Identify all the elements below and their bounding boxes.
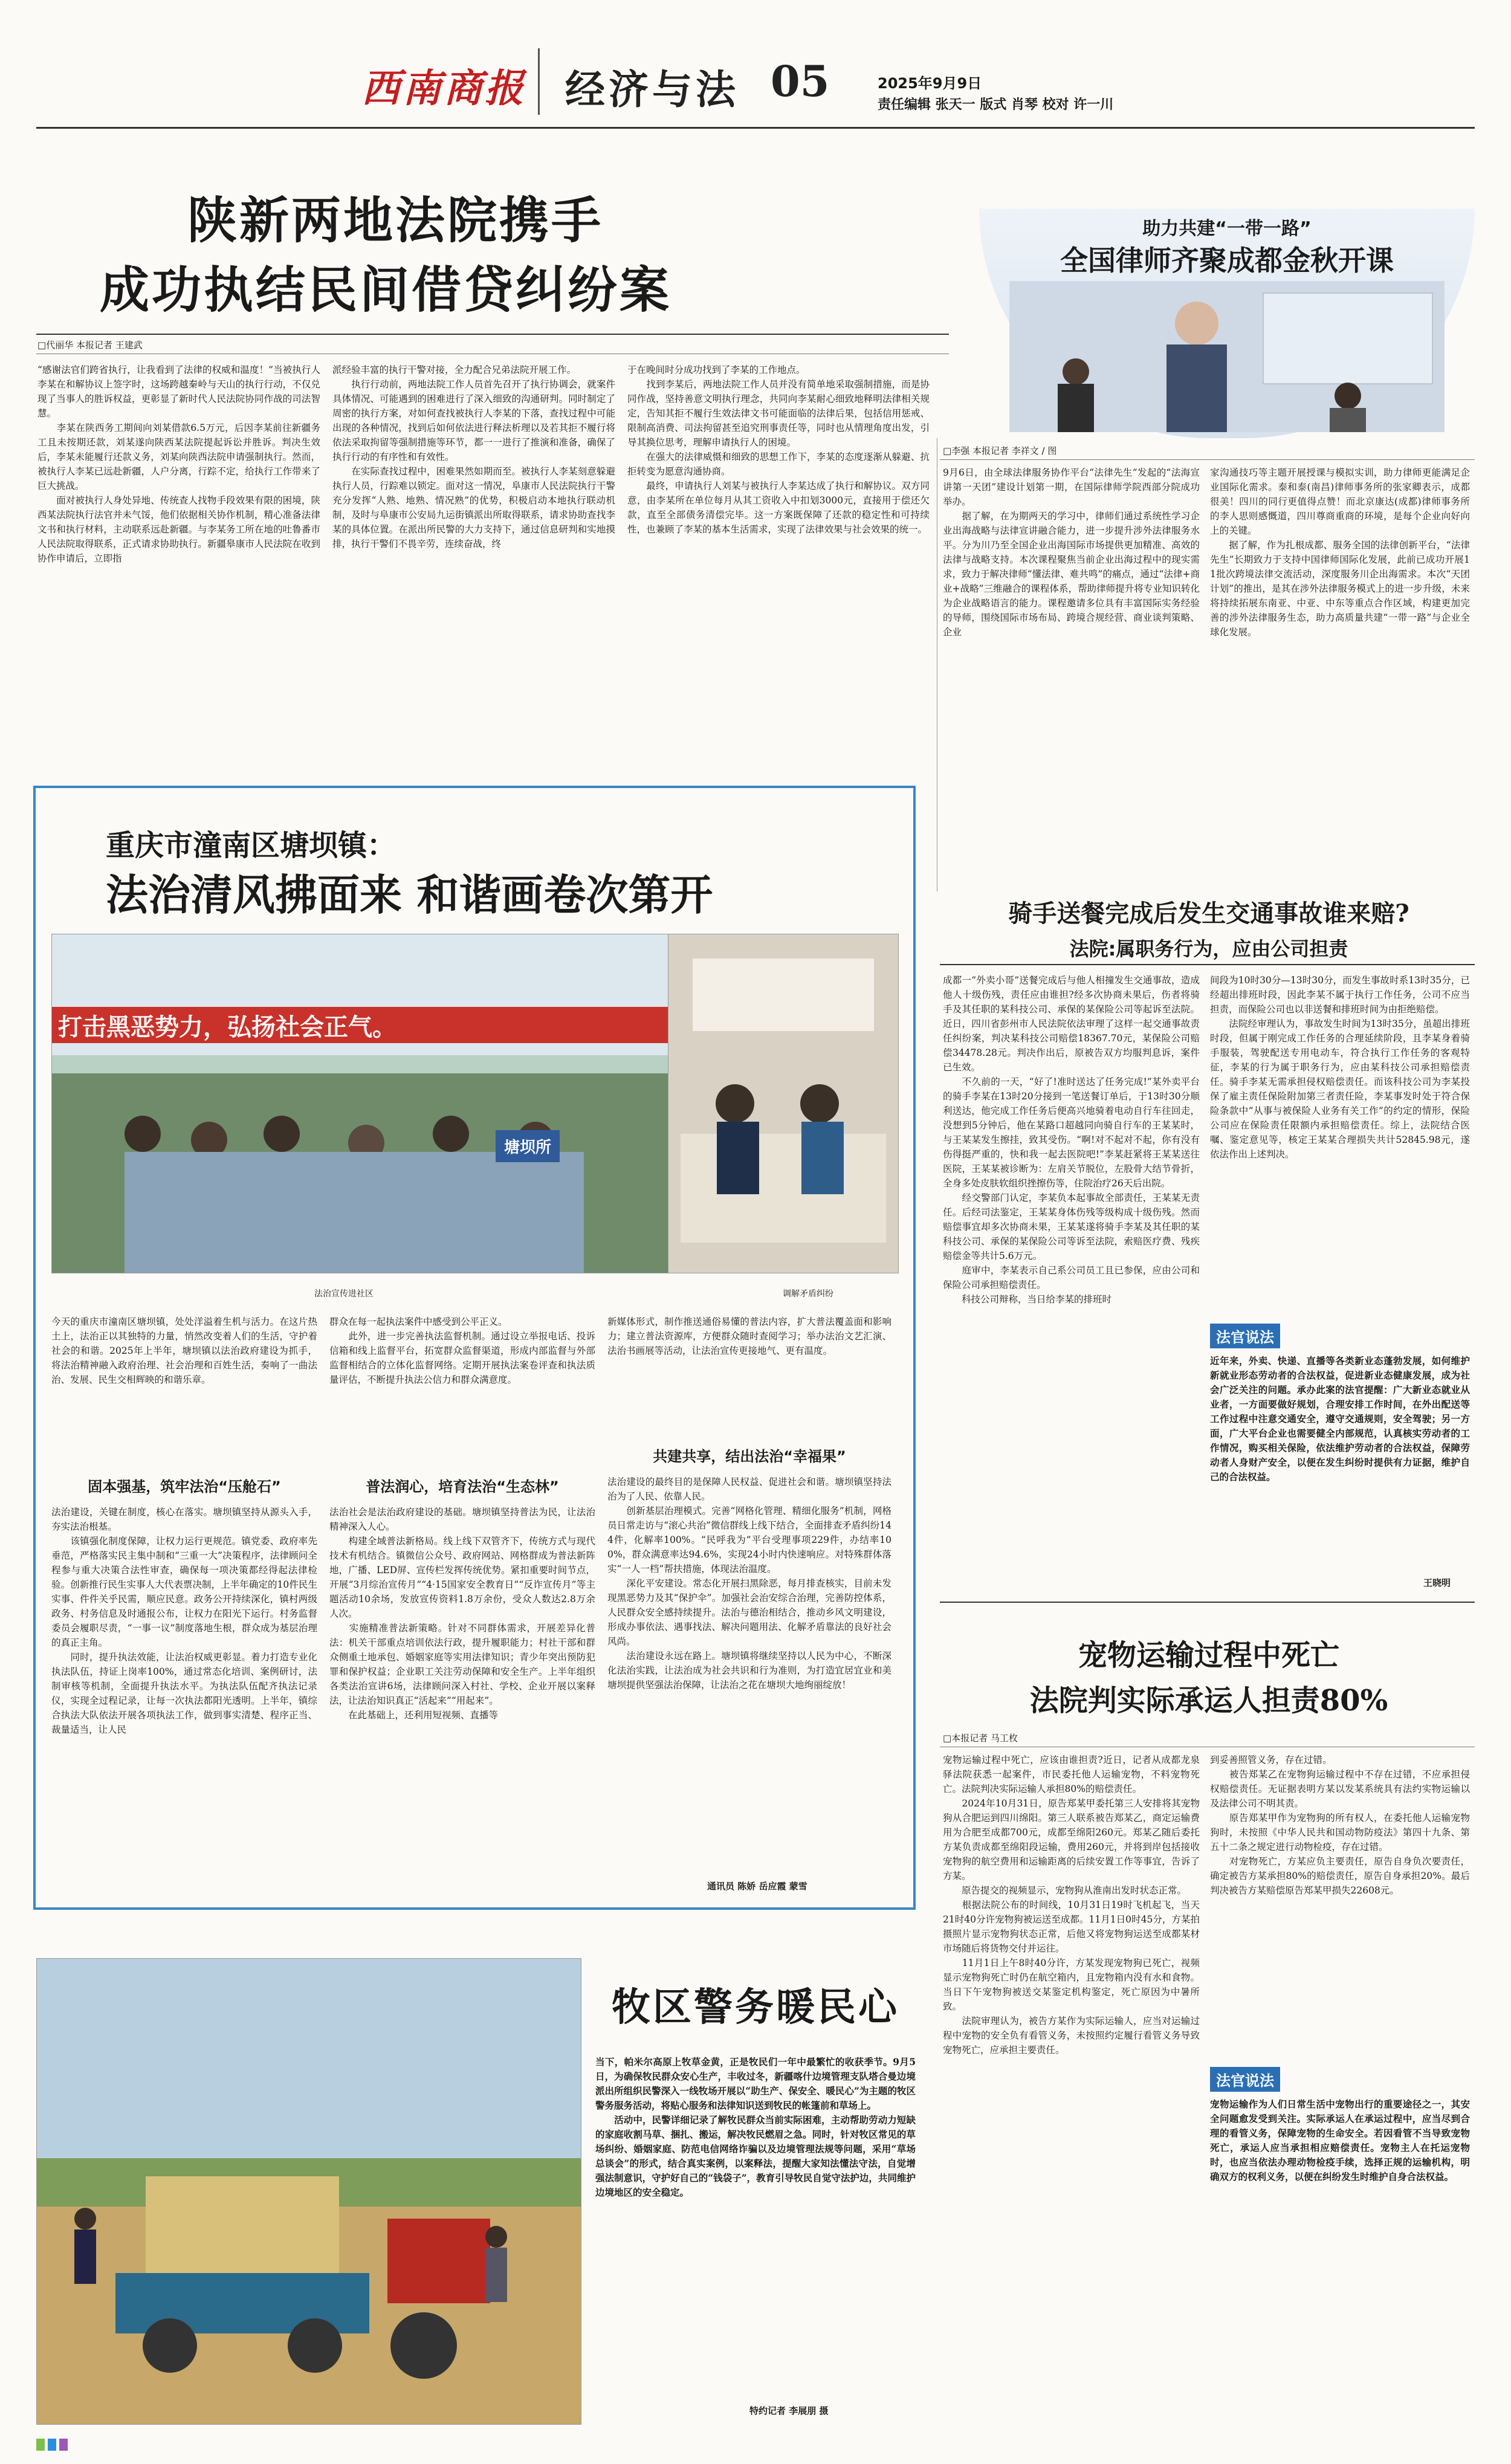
art3-credit: 通讯员 陈娇 岳应霞 蒙雪 — [707, 1881, 807, 1892]
art3-subhead-2: 普法润心，培育法治“生态林” — [366, 1478, 559, 1495]
logo: 西南商报 — [361, 66, 526, 111]
art3-sign: 塘坝所 — [496, 1130, 560, 1162]
art1-byline: □代丽华 本报记者 王建武 — [37, 340, 143, 351]
art2-title: 全国律师齐聚成都金秋开课 — [1060, 244, 1394, 277]
art1-column-1: “感谢法官们跨省执行，让我看到了法律的权威和温度！”当被执行人李某在和解协议上签字时，这场跨越秦岭与天山的执行行动，不仅兑现了当事人的胜诉权益，更彰显了新时代人民法院协同作战的司法智慧。 李某在陕西务工期间向刘某借款6.5万元，后因李某前往新疆务工且未按期还款，刘某遂向陕西某法院提起诉讼并胜诉。判决生效后，李某未能履行还款义务，刘某向陕西法院申请强制执行。然而，被执行人李某已远赴新疆，人户分离，行踪不定，给执行工作带来了巨大挑战。 面对被执行人身处异地、传统查人找物手段效果有限的困境，陕西某法院执行法官并未气馁，他们依据相关协作机制，精心准备法律文书和执行材料，主动联系远赴新疆。与李某务工所在地的吐鲁番市人民法院取得联系，正式请求协助执行。新疆皋康市人民法院在收到协作申请后，立即指 — [37, 364, 320, 564]
art5-title-1: 宠物运输过程中死亡 — [1078, 1638, 1339, 1672]
art2-byline-rule — [940, 459, 1475, 460]
section-name: 经济与法 — [565, 66, 739, 113]
masthead — [0, 0, 1511, 139]
art3-photo-right — [668, 934, 899, 1273]
headline-art1-line1: 陕新两地法院携手 — [187, 192, 604, 250]
art2-column-2: 家沟通技巧等主题开展授课与模拟实训，助力律师更能满足企业国际化需求。泰和泰(南昌)律师事务所的张家卿表示，成都很美！四川的同行更值得点赞！而北京康达(成都)律师事务所的李人思则感慨道，四川尊商重商的环境，是每个企业向好向上的关键。 据了解，作为扎根成都、服务全国的法律创新平台，“法律先生”长期致力于支持中国律师国际化发展，此前已成功开展11批次跨境法律交流活动，深度服务川企出海需求。本次“天团计划”的推出，是其在涉外法律服务模式上的进一步升级，未来将持续拓展东南亚、中亚、中东等重点合作区域，构建更加完善的涉外法律服务生态，助力高质量共建“一带一路”与企业全球化发展。 — [1210, 467, 1470, 638]
art2-byline-text: 李强 本报记者 李祥文 / 图 — [951, 445, 1057, 456]
art4-column-1: 成都一“外卖小哥”送餐完成后与他人相撞发生交通事故，造成他人十级伤残，责任应由谁担?经多次协商未果后，伤者将骑手及其任职的某科技公司、承保的某保险公司等起诉至法院。近日，四川省彭州市人民法院依法审理了这样一起交通事故责任纠纷案，判决某科技公司赔偿18367.70元，某保险公司赔偿34478.28元。判决作出后，原被告双方均服判息诉，案件已生效。 不久前的一天，“好了!准时送达了任务完成!”某外卖平台的骑手李某在13时20分接到一笔送餐订单后，于13时30分顺利送达，他完成工作任务后便高兴地骑着电动自行车往回走，没想到5分钟后，他在某路口超越同向骑自行车的王某某时，与王某某发生擦挂，致其受伤。“啊!对不起对不起，你有没有伤得挺严重的，快和我一起去医院吧!”李某赶紧将王某某送往医院，王某某被诊断为：左肩关节脱位，左股骨大结节骨折，全身多处皮肤软组织挫擦伤等，住院治疗26天后出院。 经交警部门认定，李某负本起事故全部责任，王某某无责任。后经司法鉴定，王某某身体伤残等级构成十级伤残。然而赔偿事宜却多次协商未果，王某某遂将骑手李某及其任职的某科技公司、承保的某保险公司等诉至法院，索赔医疗费、残疾赔偿金等共计5.6万元。 庭审中，李某表示自己系公司员工且已参保，应由公司和保险公司承担赔偿责任。 科技公司辩称，当日给李某的排班时 — [943, 975, 1200, 1305]
art3-column-2-intro: 群众在每一起执法案件中感受到公平正义。 此外，进一步完善执法监督机制。通过设立举报电话、投诉信箱和线上监督平台，拓宽群众监督渠道，形成内部监督与外部监督相结合的立体化监督网络。定期开展执法案卷评查和执法质量评估，不断提升执法公信力和群众满意度。 — [329, 1316, 595, 1385]
art3-caption-left: 法治宣传进社区 — [314, 1289, 374, 1299]
art3-caption-right: 调解矛盾纠纷 — [783, 1289, 833, 1299]
art6-credit: 特约记者 李展朋 摄 — [749, 2405, 829, 2416]
art3-column-2-body: 法治社会是法治政府建设的基础。塘坝镇坚持普法为民，让法治精神深入人心。 构建全域普法新格局。线上线下双管齐下，传统方式与现代技术有机结合。镇微信公众号、政府网站、网格群成为普法新阵地，广播、LED屏、宣传栏发挥传统优势。紧扣重要时间节点，开展“3月综治宣传月”“4·15国家安全教育日”“反诈宣传月”等主题活动10余场，发放宣传资料1.8万余份，受众人数达2.8万余人次。 实施精准普法新策略。针对不同群体需求，开展差异化普法：机关干部重点培训依法行政，提升履职能力；村社干部和群众侧重土地承包、婚姻家庭等实用法律知识；青少年突出预防犯罪和保护权益；企业职工关注劳动保障和安全生产。上半年组织各类法治宣讲6场，法律顾问深入村社、学校、企业开展以案释法，让法治知识真正“活起来”“用起来”。 在此基础上，还利用短视频、直播等 — [329, 1507, 595, 1721]
art4-rule — [940, 964, 1475, 965]
art4-column-2: 间段为10时30分—13时30分，而发生事故时系13时35分，已经超出排班时段，因此李某不属于执行工作任务，公司不应当担责，而保险公司也以非送餐和排班时间为由拒绝赔偿。 法院经审理认为，事故发生时间为13时35分，虽超出排班时段，但属于刚完成工作任务的合理延续阶段，且李某身着骑手服装，驾驶配送专用电动车，符合执行工作任务的客观特征，李某的行为属于职务行为，应由某科技公司承担赔偿责任。骑手李某无需承担侵权赔偿责任。而该科技公司为李某投保了雇主责任保险附加第三者责任险，李某事发时处于符合保险条款中“从事与被保险人业务有关工作”的约定的情形，保险公司应在保险责任限额内承担赔偿责任。综上，法院结合医嘱、鉴定意见等，核定王某某合理损失共计52845.98元，遂依法作出上述判决。 — [1210, 975, 1470, 1160]
art4-title: 骑手送餐完成后发生交通事故谁来赔? — [1008, 899, 1409, 928]
art5-column-1: 宠物运输过程中死亡，应该由谁担责?近日，记者从成都龙泉驿法院获悉一起案件，市民委托他人运输宠物，不料宠物死亡。法院判决实际运输人承担80%的赔偿责任。 2024年10月31日，原告郑某甲委托第三人安排将其宠物狗从合肥运到四川绵阳。第三人联系被告郑某乙，商定运输费用为合肥至成都700元，成都至绵阳260元。郑某乙随后委托方某负责成都至绵阳段运输，费用260元，并将到岸包括接收宠物狗的航空费用和运输距离的后续安置工作等事宜，告诉了方某。 原告提交的视频显示，宠物狗从淮南出发时状态正常。 根据法院公布的时间线，10月31日19时飞机起飞，当天21时40分许宠物狗被运送至成都。11月1日0时45分，方某拍摄照片显示宠物狗状态正常，后他又将宠物狗运送至成都某材市场随后将货物交付并运往。 11月1日上午8时40分许，方某发现宠物狗已死亡，视频显示宠物狗死亡时仍在航空箱内，且宠物箱内没有水和食物。当日下午宠物狗被送交某鉴定机构鉴定，死亡原因为中暑所致。 法院审理认为，被告方某作为实际运输人，应当对运输过程中宠物的安全负有看管义务，未按照约定履行看管义务导致宠物死亡，应承担主要责任。 — [943, 1754, 1200, 2055]
art3-title: 法治清风拂面来 和谐画卷次第开 — [106, 870, 713, 920]
art3-kicker: 重庆市潼南区塘坝镇： — [106, 829, 396, 862]
art2-photo — [1009, 281, 1445, 432]
art2-photo-illustration — [1009, 281, 1445, 432]
art4-law-text: 近年来，外卖、快递、直播等各类新业态蓬勃发展，如何维护新就业形态劳动者的合法权益，促进新业态健康发展，成为社会广泛关注的问题。承办此案的法官提醒：广大新业态就业从业者，一方面要做好规划，合理安排工作时间，在外出配送等工作过程中注意交通安全，遵守交通规则，安全驾驶；另一方面，广大平台企业也需要健全内部规范，认真核实劳动者的工作情况，购买相关保险，依法维护劳动者的合法权益，保障劳动者人身财产安全，以便在发生纠纷时提供有力证据，维护自己的合法权益。 — [1210, 1355, 1470, 1483]
color-mark-green — [36, 2439, 45, 2451]
issue-date: 2025年9月9日 — [878, 75, 982, 92]
art1-top-rule — [36, 334, 949, 335]
art1-byline-text: 代丽华 本报记者 王建武 — [46, 340, 143, 351]
art3-column-1-body: 法治建设，关键在制度，核心在落实。塘坝镇坚持从源头入手，夯实法治根基。 该镇强化制度保障，让权力运行更规范。镇党委、政府率先垂范，严格落实民主集中制和“三重一大”决策程序，法律顾问全程参与重大决策合法性审查，确保每一项决策都经得起法律检验。创新推行民生实事人大代表票决制，上半年确定的10件民生实事、件件关乎民需，顺应民意。政务公开持续深化，镇村两级政务、村务信息及时通报公布，让权力在阳光下运行。村务监督委员会履职尽责，“一事一议”制度落地生根，群众成为基层治理的真正主角。 同时，提升执法效能，让法治权威更彰显。着力打造专业化执法队伍，持证上岗率100%，通过常态化培训、案例研讨，法制审核等机制，全面提升执法水平。为执法队伍配齐执法记录仪，实现全过程记录，让每一次执法都阳光透明。上半年，镇综合执法大队依法开展各项执法工作，做到事实清楚、程序正当、裁量适当，让人民 — [51, 1507, 317, 1735]
art3-column-1-intro: 今天的重庆市潼南区塘坝镇，处处洋溢着生机与活力。在这片热土上，法治正以其独特的力量，悄然改变着人们的生活，守护着社会的和谐。2025年上半年，塘坝镇以法治政府建设为抓手，将法治精神融入政府治理、社会治理和百姓生活，奏响了一曲法治、发展、民生交相辉映的和谐乐章。 — [51, 1316, 317, 1385]
art6-photo — [36, 1958, 581, 2425]
masthead-rule — [36, 127, 1475, 129]
art1-column-2: 派经验丰富的执行干警对接，全力配合兄弟法院开展工作。 执行行动前，两地法院工作人员首先召开了执行协调会，就案件具体情况、可能遇到的困难进行了深入细致的沟通研判。同时制定了周密的执行方案，对如何查找被执行人李某的下落，查找过程中可能出现的各种情况，找到后如何依法进行释法析理以及若其拒不履行将依法采取拘留等强制措施等环节，都一一进行了推演和准备，确保了执行行动的有序性和有效性。 在实际查找过程中，困难果然如期而至。被执行人李某刻意躲避执行人员，行踪难以锁定。面对这一情况，阜康市人民法院执行干警充分发挥“人熟、地熟、情况熟”的优势，积极启动本地执行联动机制，及时与阜康市公安局九运街镇派出所取得联系，请求协助查找李某的具体位置。在派出所民警的大力支持下，通过信息研判和实地摸排，执行干警们不畏辛劳，连续奋战，终 — [332, 364, 615, 549]
editor-credits: 责任编辑 张天一 版式 肖琴 校对 许一川 — [878, 97, 1114, 112]
art5-law-tag — [1210, 2067, 1280, 2092]
art5-column-2: 到妥善照管义务，存在过错。 被告郑某乙在宠物狗运输过程中不存在过错，不应承担侵权赔偿责任。无证据表明方某以发某系统具有法约实物运输以及法律公司不明其责。 原告郑某甲作为宠物狗的所有权人，在委托他人运输宠物狗时，未按照《中华人民共和国动物防疫法》第四十九条、第五十二条之规定进行动物检疫，存在过错。 对宠物死亡，方某应负主要责任，原告自身负次要责任，确定被告方某承担80%的赔偿责任，原告自身承担20%。最后判决被告方某赔偿原告郑某甲损失22608元。 — [1210, 1754, 1470, 1896]
art3-banner-text: 打击黑恶势力，弘扬社会正气。 — [58, 1014, 396, 1041]
page-number: 05 — [771, 56, 830, 106]
art4-subtitle: 法院:属职务行为，应由公司担责 — [1069, 937, 1348, 960]
art5-title-2: 法院判实际承运人担责80% — [1029, 1684, 1388, 1718]
art5-byline: □本报记者 马工枚 — [943, 1733, 1018, 1744]
footer-color-marks — [36, 2439, 68, 2453]
art5-law-text: 宠物运输作为人们日常生活中宠物出行的重要途径之一，其安全问题愈发受到关注。实际承运人在承运过程中，应当尽到合理的看管义务，保障宠物的生命安全。若因看管不当导致宠物死亡，承运人应当承担相应赔偿责任。宠物主人在托运宠物时，也应当依法办理动物检疫手续，选择正规的运输机构，明确双方的权利义务，以便在纠纷发生时维护自身合法权益。 — [1210, 2098, 1470, 2182]
art5-byline-text: 本报记者 马工枚 — [951, 1733, 1018, 1744]
masthead-divider — [538, 48, 540, 115]
art4-author: 王晓明 — [1423, 1577, 1451, 1588]
art3-photo-left-illustration — [52, 934, 668, 1273]
art6-title: 牧区警务暖民心 — [612, 1985, 899, 2030]
art3-column-3-intro: 新媒体形式，制作推送通俗易懂的普法内容，扩大普法覆盖面和影响力；建立普法资源库，方便群众随时查阅学习；举办法治文艺汇演、法治书画展等活动，让法治宣传更接地气、更有温度。 — [607, 1316, 891, 1356]
art5-law-tag-label: 法官说法 — [1210, 2067, 1280, 2092]
color-mark-blue — [48, 2439, 56, 2451]
art1-column-3: 于在晚间时分成功找到了李某的工作地点。 找到李某后，两地法院工作人员并没有简单地采取强制措施，而是协同作战，坚持善意文明执行理念，共同向李某耐心细致地释明法律相关规定，告知其拒不履行生效法律文书可能面临的法律后果，包括信用惩戒、限制高消费、司法拘留甚至追究刑事责任等，同时也从情理角度出发，引导其换位思考，理解申请执行人的困境。 在强大的法律威慑和细致的思想工作下，李某的态度逐渐从躲避、抗拒转变为愿意沟通协商。 最终，申请执行人刘某与被执行人李某达成了执行和解协议。双方同意，由李某所在单位每月从其工资收入中扣划3000元，直接用于偿还欠款，直至全部债务清偿完毕。这一方案既保障了还款的稳定性和可持续性，也兼顾了李某的基本生活需求，实现了法律效果与社会效果的统一。 — [627, 364, 930, 535]
headline-art1-line2: 成功执结民间借贷纠纷案 — [100, 261, 672, 319]
art3-subhead-3: 共建共享，结出法治“幸福果” — [653, 1448, 846, 1465]
art3-column-3-body: 法治建设的最终目的是保障人民权益、促进社会和谐。塘坝镇坚持法治为了人民、依靠人民。 创新基层治理模式。完善“网格化管理、精细化服务”机制，网格员日常走访与“滚心共治”微信群线上线下结合，全面排查矛盾纠纷144件，化解率100%。“民呼我为”平台受理事项229件，办结率100%，群众满意率达94.6%，实现24小时内快速响应。对特殊群体落实“一人一档”帮扶措施，体现法治温度。 深化平安建设。常态化开展扫黑除恶，每月排查核实，目前未发现黑恶势力及其“保护伞”。加强社会治安综合治理，完善防控体系，人民群众安全感持续提升。法治与德治相结合，推动乡风文明建设，形成办事依法、遇事找法、解决问题用法、化解矛盾靠法的良好社会风尚。 法治建设永远在路上。塘坝镇将继续坚持以人民为中心，不断深化法治实践，让法治成为社会共识和行为准则，为打造宜居宜业和美塘坝提供坚强法治保障，让法治之花在塘坝大地绚丽绽放！ — [607, 1476, 891, 1690]
art4-law-tag — [1210, 1324, 1280, 1348]
art3-photo-left — [51, 934, 669, 1273]
art2-column-1: 9月6日，由全球法律服务协作平台“法律先生”发起的“法海宣讲第一天团”建设计划第一期，在国际律师学院西部分院成功举办。 据了解，在为期两天的学习中，律师们通过系统性学习企业出海战略与法律宣讲融合能力，进一步提升涉外法律服务水平。分为川乃至全国企业出海国际市场提供更加精准、高效的法律与战略支持。本次课程聚焦当前企业出海过程中的现实需求，致力于解决律师“懂法律、难共鸣”的痛点，通过“法律+商业+战略”三维融合的课程体系，帮助律师提升将专业知识转化为企业战略语言的能力。课程邀请多位具有丰富国际实务经验的导师，围绕国际市场布局、跨境合规经营、商业谈判策略、企业 — [943, 467, 1200, 638]
color-mark-purple — [59, 2439, 68, 2451]
art2-kicker: 助力共建“一带一路” — [1142, 218, 1312, 239]
art6-lead: 当下，帕米尔高原上牧草金黄，正是牧民们一年中最繁忙的收获季节。9月5日，为确保牧民群众安心生产，丰收过冬，新疆喀什边境管理支队塔合曼边境派出所组织民警深入一线牧场开展以“助生产、保安全、暖民心”为主题的牧区警务服务活动，将贴心服务和法律知识送到牧民的帐篷前和草场上。 活动中，民警详细记录了解牧民群众当前实际困难，主动帮助劳动力短缺的家庭收割马草、捆扎、搬运，解决牧民燃眉之急。同时，针对牧区常见的草场纠纷、婚姻家庭、防范电信网络诈骗以及边境管理法规等问题，采用“草场总谈会”的形式，结合真实案例，以案释法，提醒大家知法懂法守法，自觉增强法制意识，守护好自己的“钱袋子”，教育引导牧民自觉守法护边，共同维护边境地区的安全稳定。 — [595, 2056, 916, 2198]
art5-top-rule — [940, 1602, 1475, 1603]
art2-byline: □李强 本报记者 李祥文 / 图 — [943, 445, 1057, 456]
art4-law-tag-label: 法官说法 — [1210, 1324, 1280, 1348]
art3-photo-right-illustration — [668, 934, 898, 1273]
art3-subhead-1: 固本强基，筑牢法治“压舱石” — [88, 1478, 281, 1495]
art2-header — [979, 209, 1475, 438]
art6-photo-illustration — [37, 1959, 581, 2424]
